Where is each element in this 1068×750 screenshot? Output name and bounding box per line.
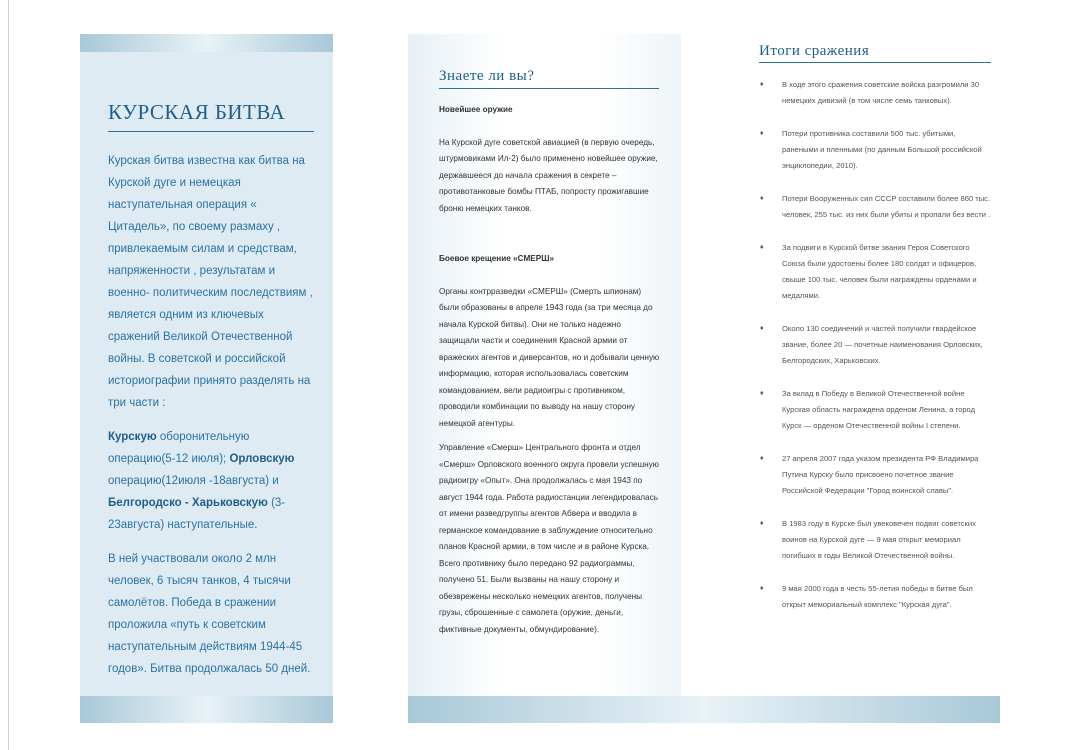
left-top-bar (80, 34, 333, 52)
left-operations (108, 426, 318, 536)
list-item: ♦ Потери противника составили 500 тыс. убитыми, ранеными и пленными (по данным Большой российской энциклопедии, 2010). (760, 126, 992, 174)
list-item: ♦ 9 мая 2000 года в честь 55-летия победы в битве был открыт мемориальный комплекс "Курская дуга". (760, 581, 992, 613)
bullet-icon: ♦ (760, 244, 764, 251)
op3-text: (3-23августа) наступательные. (108, 497, 286, 531)
section-heading-weapon: Новейшее оружие (439, 105, 513, 114)
left-bottom-bar (80, 696, 333, 723)
op1-text: оборонительную операцию(5-12 июля); (108, 431, 250, 465)
list-item: ♦ За подвиги в Курской битве звания Героя Советского Союза были удостоены более 180 солдат и офицеров, свыше 100 тыс. человек были награждены орденами и медалями. (760, 240, 992, 304)
bottom-bar (408, 696, 1000, 723)
list-item: ♦ В ходе этого сражения советские войска разгромили 30 немецких дивизий (в том числе семь танковых). (760, 77, 992, 109)
section-text-weapon: На Курской дуге советской авиацией (в первую очередь, штурмовиками Ил-2) было применено новейшее оружие, державшееся до начала сражения в секрете – противотанковые бомбы ПТАБ, попросту прожигавшие броню немецких танков. (439, 137, 658, 213)
list-item: ♦ За вклад в Победу в Великой Отечественной войне Курская область награждена орденом Ленина, а город Курск — орденом Отечественной войны I степени. (760, 386, 992, 434)
bullet-icon: ♦ (760, 130, 764, 137)
left-intro: Курская битва известна как битва на Курской дуге и немецкая наступательная операция « Цитадель», по своему размаху , привлекаемым силам и средствам, напряженности , результатам и военно- политическим последствиям , является одним из ключевых сражений Великой Отечественной войны. В советской и российской историографии принято разделять на три части : (108, 155, 313, 409)
op3-name: Белгородско - Харьковскую (108, 497, 268, 509)
left-body (108, 150, 318, 692)
bullet-icon: ♦ (760, 390, 764, 397)
list-item: ♦ 27 апреля 2007 года указом президента РФ Владимира Путина Курску было присвоено почетное звание Российской Федерации "Город воинской славы". (760, 451, 992, 499)
results-list (760, 77, 992, 630)
op2-name: Орловскую (229, 453, 295, 465)
bullet-icon: ♦ (760, 325, 764, 332)
bullet-icon: ♦ (760, 81, 764, 88)
list-item: ♦ Потери Вооруженных сил СССР составили более 860 тыс. человек, 255 тыс. из них были убиты и пропали без вести . (760, 191, 992, 223)
middle-title: Знаете ли вы? (439, 68, 659, 89)
left-outro: В ней участвовали около 2 млн человек, 6 тысяч танков, 4 тысячи самолётов. Победа в сражении проложила «путь к советским наступательным действиям 1944-45 годов». Битва продолжалась 50 дней. (108, 553, 311, 675)
page-edge-line (8, 0, 9, 750)
bullet-icon: ♦ (760, 520, 764, 527)
op2-text: операцию(12июля -18августа) и (108, 475, 279, 487)
section-text-smersh-2: Управление «Смерш» Центрального фронта и отдел «Смерш» Орловского военного округа провели успешную радиоигру «Опыт». Она продолжалась с мая 1943 по август 1944 года. Работа радиостанции легендировалась от имени разведгруппы агентов Абвера и вводила в германское командование в заблуждение относительно планов Красной армии, в том числе и в районе Курска. Всего противнику было передано 92 радиограммы, получено 51. Были вызваны на нашу сторону и обезврежены несколько немецких агентов, получены грузы, сброшенные с самолета (оружие, деньги, фиктивные документы, обмундирование). (439, 443, 659, 634)
bullet-icon: ♦ (760, 195, 764, 202)
left-title: КУРСКАЯ БИТВА (108, 100, 314, 132)
list-item: ♦ Около 130 соединений и частей получили гвардейское звание, более 20 — почетные наименования Орловских, Белгородских, Харьковских. (760, 321, 992, 369)
right-title: Итоги сражения (759, 43, 991, 63)
op1-name: Курскую (108, 431, 157, 443)
list-item: ♦ В 1983 году в Курске был увековечен подвиг советских воинов на Курской дуге — 9 мая открыт мемориал погибших в годы Великой Отечественной войны. (760, 516, 992, 564)
bullet-icon: ♦ (760, 455, 764, 462)
middle-body (439, 102, 661, 654)
section-heading-smersh: Боевое крещение «СМЕРШ» (439, 254, 554, 263)
bullet-icon: ♦ (760, 585, 764, 592)
section-text-smersh-1: Органы контрразведки «СМЕРШ» (Смерть шпионам) были образованы в апреле 1943 года (за три месяца до начала Курской битвы). Они не только надежно защищали части и соединения Красной армии от вражеских агентов и диверсантов, но и добывали ценную информацию, которая использовалась советским командованием, вели радиоигры с противником, проводили комбинации по выводу на нашу сторону немецкой агентуры. (439, 286, 660, 428)
